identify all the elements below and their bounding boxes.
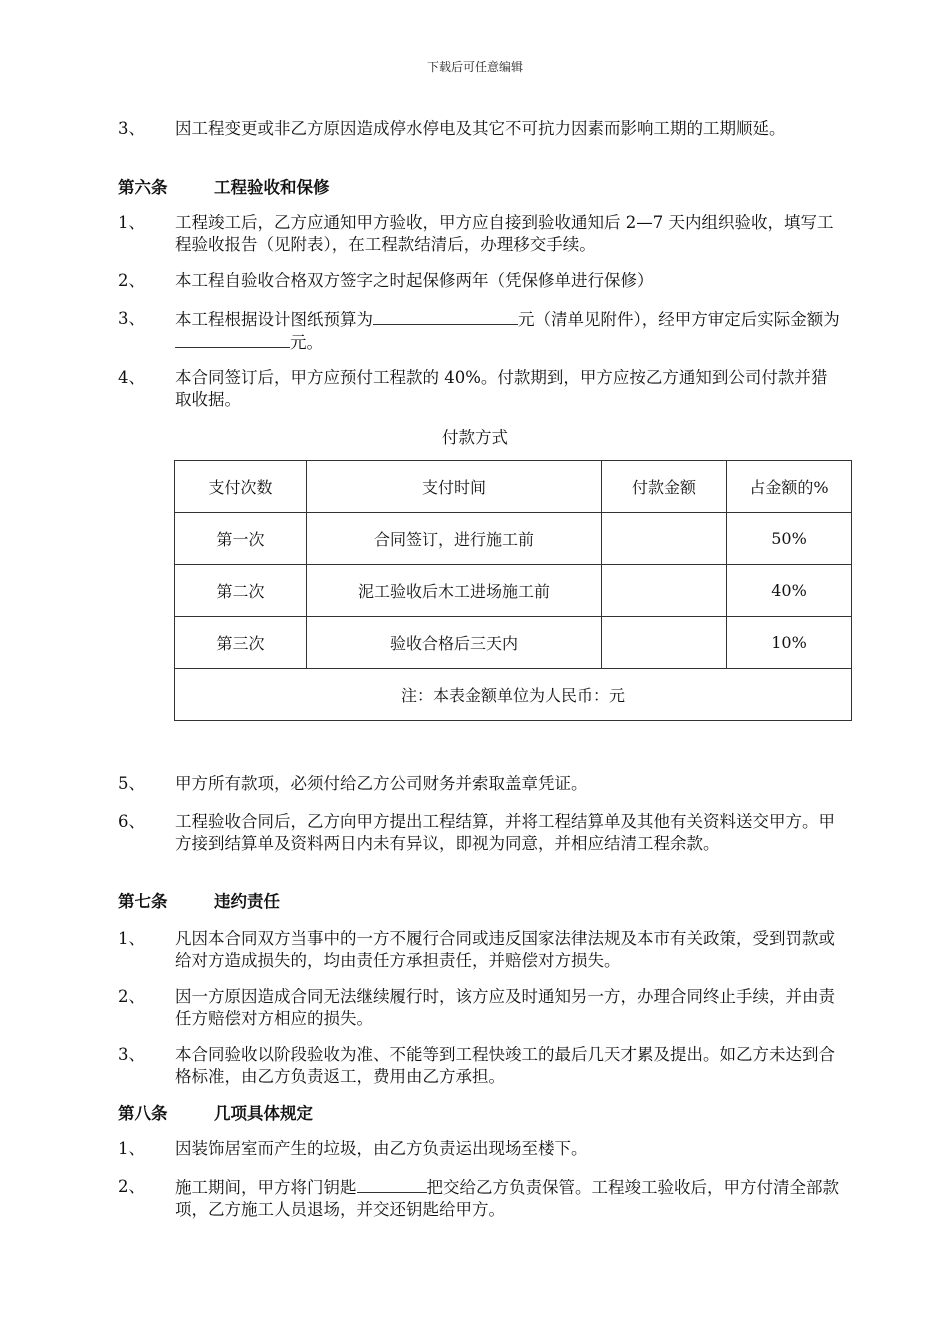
clause-number: 2、 [118, 271, 145, 290]
clause-text-part: 元（清单见附件），经甲方审定后实际金额为 [518, 310, 840, 329]
table-cell: 合同签订，进行施工前 [307, 513, 602, 565]
table-caption: 付款方式 [442, 428, 508, 447]
section-title: 违约责任 [214, 892, 280, 911]
clause-text: 因工程变更或非乙方原因造成停水停电及其它不可抗力因素而影响工期的工期顺延。 [175, 119, 786, 138]
table-cell: 泥工验收后木工进场施工前 [307, 565, 602, 617]
column-header: 支付时间 [307, 461, 602, 513]
clause-number: 6、 [118, 812, 145, 831]
table-cell: 第三次 [175, 617, 307, 669]
clause-text: 本合同签订后，甲方应预付工程款的 40%。付款期到，甲方应按乙方通知到公司付款并猎取收据。 [175, 368, 828, 409]
section-heading [118, 1103, 313, 1125]
payment-table [174, 460, 852, 721]
section-number: 第七条 [118, 892, 168, 911]
table-row [175, 513, 852, 565]
table-cell [602, 513, 727, 565]
clause-number: 5、 [118, 774, 145, 793]
section-title: 工程验收和保修 [214, 178, 330, 197]
fill-blank [357, 1176, 427, 1193]
clause-number: 2、 [118, 1177, 145, 1196]
section-heading [118, 177, 330, 199]
section-number: 第八条 [118, 1104, 168, 1123]
clause-text: 因一方原因造成合同无法继续履行时，该方应及时通知另一方，办理合同终止手续，并由责任方赔偿对方相应的损失。 [175, 987, 835, 1028]
clause-number: 3、 [118, 1045, 145, 1064]
clause-text: 本工程自验收合格双方签字之时起保修两年（凭保修单进行保修） [175, 271, 654, 290]
clause-number: 1、 [118, 1139, 145, 1158]
clause-text-part: 施工期间，甲方将门钥匙 [175, 1178, 357, 1197]
column-header: 支付次数 [175, 461, 307, 513]
table-cell: 第一次 [175, 513, 307, 565]
clause-text [175, 1176, 840, 1221]
clause-number: 1、 [118, 929, 145, 948]
fill-blank [175, 331, 290, 348]
table-header-row [175, 461, 852, 513]
table-row [175, 617, 852, 669]
section-title: 几项具体规定 [214, 1104, 313, 1123]
table-cell [602, 565, 727, 617]
table-note-row [175, 669, 852, 721]
clause-number: 4、 [118, 368, 145, 387]
clause-text: 工程验收合同后，乙方向甲方提出工程结算，并将工程结算单及其他有关资料送交甲方。甲方接到结算单及资料两日内未有异议，即视为同意，并相应结清工程余款。 [175, 812, 835, 853]
section-number: 第六条 [118, 178, 168, 197]
clause-text-part: 本工程根据设计图纸预算为 [175, 310, 373, 329]
column-header: 付款金额 [602, 461, 727, 513]
table-cell [602, 617, 727, 669]
table-note: 注：本表金额单位为人民币：元 [175, 669, 852, 721]
column-header: 占金额的% [727, 461, 852, 513]
clause-text: 工程竣工后，乙方应通知甲方验收，甲方应自接到验收通知后 2—7 天内组织验收，填写工程验收报告（见附表），在工程款结清后，办理移交手续。 [175, 213, 834, 254]
table-cell: 10% [727, 617, 852, 669]
clause-text-part: 把交给乙方负责保管。工程竣工验收后，甲方付清全部款项，乙方施工人员退场，并交还钥匙给甲方。 [175, 1178, 839, 1219]
table-row [175, 565, 852, 617]
clause-text: 凡因本合同双方当事中的一方不履行合同或违反国家法律法规及本市有关政策，受到罚款或给对方造成损失的，均由责任方承担责任，并赔偿对方损失。 [175, 929, 835, 970]
clause-text-part: 元。 [290, 333, 323, 352]
clause-text: 本合同验收以阶段验收为准、不能等到工程快竣工的最后几天才累及提出。如乙方未达到合格标准，由乙方负责返工，费用由乙方承担。 [175, 1045, 835, 1086]
table-cell: 验收合格后三天内 [307, 617, 602, 669]
section-heading [118, 891, 280, 913]
table-cell: 50% [727, 513, 852, 565]
clause-text [175, 308, 840, 354]
table-cell: 40% [727, 565, 852, 617]
clause-text: 甲方所有款项，必须付给乙方公司财务并索取盖章凭证。 [175, 774, 588, 793]
clause-number: 1、 [118, 213, 145, 232]
table-cell: 第二次 [175, 565, 307, 617]
clause-text: 因装饰居室而产生的垃圾，由乙方负责运出现场至楼下。 [175, 1139, 588, 1158]
clause-number: 3、 [118, 309, 145, 328]
fill-blank [373, 308, 518, 325]
clause-number: 2、 [118, 987, 145, 1006]
clause-number: 3、 [118, 119, 145, 138]
page-header: 下载后可任意编辑 [426, 60, 523, 74]
